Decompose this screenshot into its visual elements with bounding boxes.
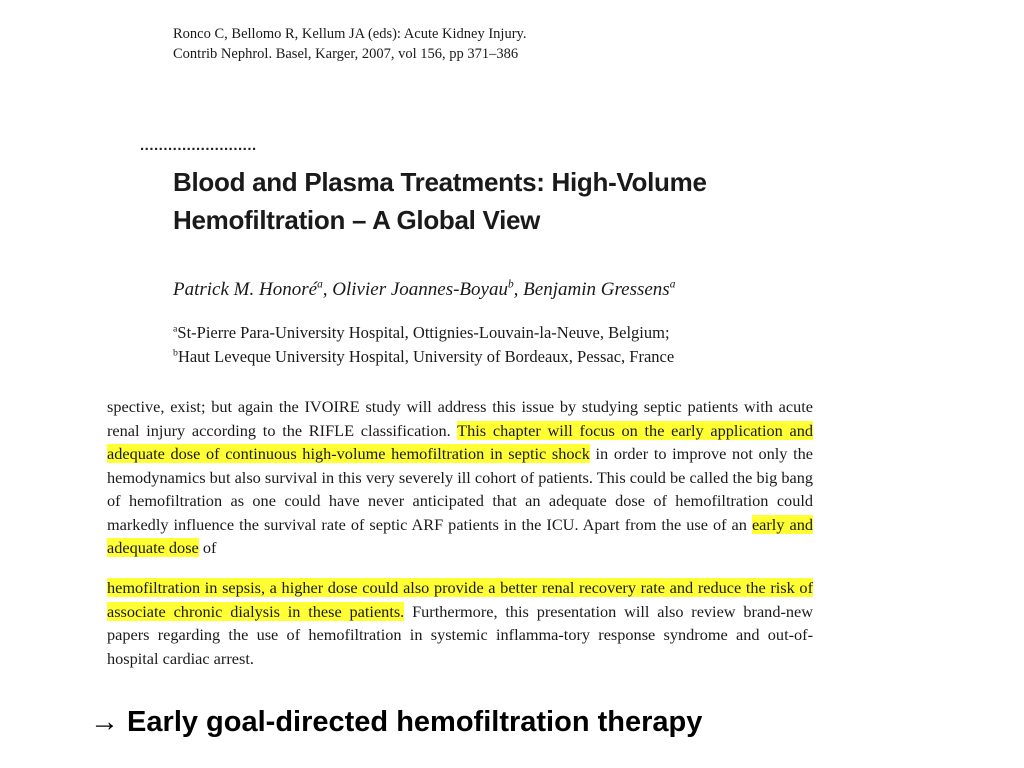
body-paragraph-2 [107, 576, 813, 670]
separator-dots: ......................... [140, 137, 257, 154]
author-3: Benjamin Gressens [523, 279, 670, 300]
highlighted-text: early and adequate dose [107, 514, 813, 557]
affiliation-a-mark: a [173, 323, 178, 335]
affiliation-a-text: St-Pierre Para-University Hospital, Ottignies-Louvain-la-Neuve, Belgium; [177, 323, 670, 342]
highlighted-text: hemofiltration in sepsis, a higher dose could also provide a better renal recovery rate and reduce the risk of associate chronic dialysis in these patients. [107, 578, 813, 621]
citation-block [173, 24, 526, 64]
author-1-affil-mark: a [317, 278, 323, 291]
author-separator: , [513, 279, 524, 300]
author-3-affil-mark: a [669, 278, 676, 291]
affiliations [173, 321, 674, 369]
paper-title-line-1: Blood and Plasma Treatments: High-Volume [173, 167, 707, 197]
author-2: Olivier Joannes-Boyau [332, 279, 508, 300]
body-text: of [198, 538, 217, 557]
citation-line-1: Ronco C, Bellomo R, Kellum JA (eds): Acute Kidney Injury. [173, 26, 527, 42]
affiliation-b-text: Haut Leveque University Hospital, University of Bordeaux, Pessac, France [177, 347, 675, 366]
takeaway-text: Early goal-directed hemofiltration therapy [119, 706, 703, 738]
body-text: spective, exist; but again the IVOIRE study will address this issue by studying septic patients with acute renal injury according to the RIFLE classification. [107, 397, 813, 440]
author-list [173, 279, 675, 301]
citation-line-2: Contrib Nephrol. Basel, Karger, 2007, vol 156, pp 371–386 [173, 46, 519, 62]
affiliation-b-mark: b [173, 347, 178, 359]
paper-title-line-2: Hemofiltration – A Global View [173, 205, 541, 235]
paper-title [173, 163, 707, 239]
right-arrow-icon: → [90, 706, 119, 738]
body-paragraph-1 [107, 395, 813, 560]
highlighted-text: This chapter will focus on the early application and adequate dose of continuous high-volume hemofiltration in septic shock [107, 420, 813, 463]
author-1: Patrick M. Honoré [173, 279, 318, 300]
author-2-affil-mark: b [507, 278, 514, 291]
body-text: Furthermore, this presentation will also review brand-new papers regarding the use of hemofiltration in systemic inflamma-tory response syndrome and out-of-hospital cardiac arrest. [107, 601, 814, 668]
affiliation-a [173, 321, 674, 345]
author-separator: , [322, 279, 333, 300]
takeaway-caption [90, 706, 702, 739]
body-text: in order to improve not only the hemodynamics but also survival in this very severely ill cohort of patients. This could be called the big bang of hemofiltration as one could have never anticipated that an adequate dose of hemofiltration could markedly influence the survival rate of septic ARF patients in the ICU. Apart from the use of an [107, 444, 813, 534]
affiliation-b [173, 345, 674, 369]
